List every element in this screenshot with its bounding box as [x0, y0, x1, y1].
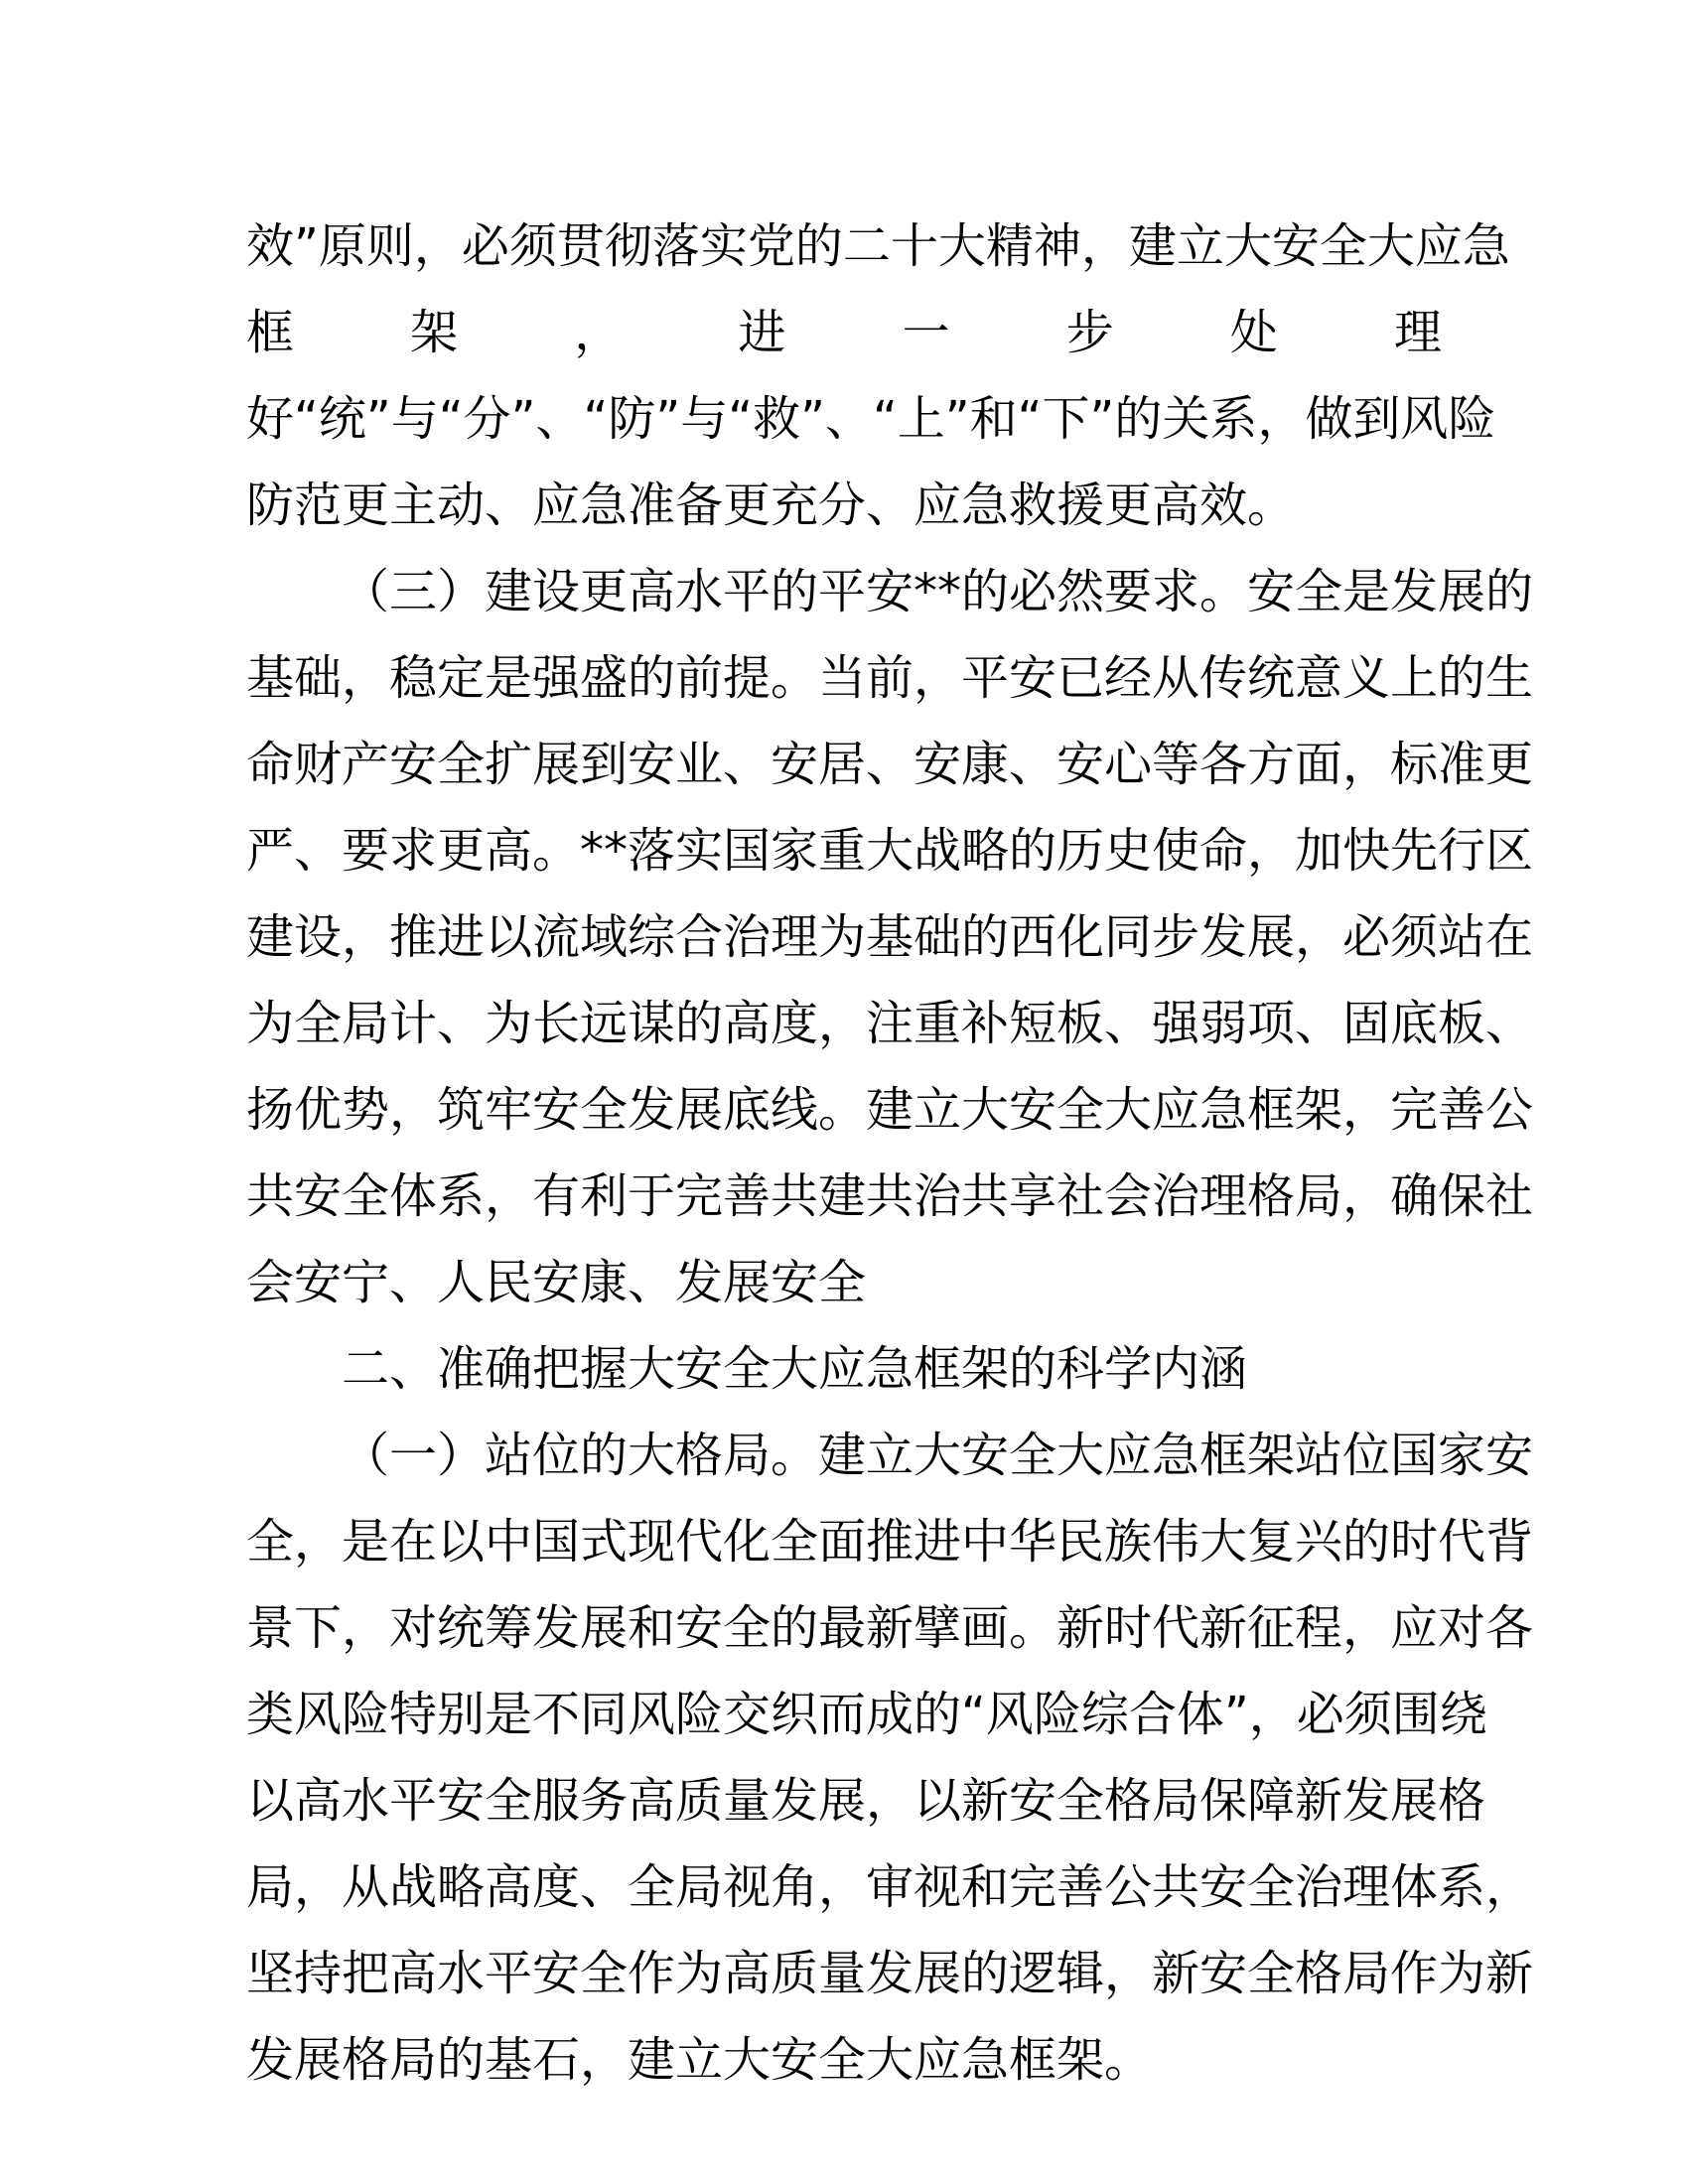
text-line: 发展格局的基石，建立大安全大应急框架。 — [246, 2032, 1153, 2088]
text-line: 防范更主动、应急准备更充分、应急救援更高效。 — [246, 478, 1296, 533]
text-line: 局，从战略高度、全局视角，审视和完善公共安全治理体系， — [246, 1859, 1534, 1915]
text-line: 命财产安全扩展到安业、安居、安康、安心等各方面，标准更 — [246, 737, 1534, 792]
text-line: 为全局计、为长远谋的高度，注重补短板、强弱项、固底板、 — [246, 996, 1534, 1051]
text-line: （三）建设更高水平的平安**的必然要求。安全是发展的 — [342, 564, 1534, 619]
text-line: 好“统”与“分”、“防”与“救”、“上”和“下”的关系，做到风险 — [246, 391, 1496, 447]
heading-text: 二、准确把握大安全大应急框架的科学内涵 — [342, 1341, 1248, 1397]
section-heading-2 — [246, 1326, 1442, 1413]
paragraph-section-3 — [246, 549, 1534, 1326]
text-char: 框 — [246, 305, 295, 360]
text-line: 景下，对统筹发展和安全的最新擘画。新时代新征程，应对各 — [246, 1600, 1534, 1656]
text-char: ， — [574, 305, 623, 360]
paragraph-continuation-line-2 — [246, 290, 1442, 376]
text-line: 类风险特别是不同风险交织而成的“风险综合体”，必须围绕 — [246, 1687, 1487, 1742]
text-line: 共安全体系，有利于完善共建共治共享社会治理格局，确保社 — [246, 1168, 1534, 1224]
text-line: 全，是在以中国式现代化全面推进中华民族伟大复兴的时代背 — [246, 1514, 1534, 1570]
text-char: 理 — [1393, 305, 1442, 360]
text-line: 扬优势，筑牢安全发展底线。建立大安全大应急框架，完善公 — [246, 1082, 1534, 1138]
text-line: 效”原则，必须贯彻落实党的二十大精神，建立大安全大应急 — [246, 218, 1510, 274]
paragraph-continuation-line-1 — [246, 204, 1510, 290]
text-char: 进 — [738, 305, 786, 360]
text-char: 一 — [902, 305, 950, 360]
text-char: 处 — [1229, 305, 1278, 360]
text-line: （一）站位的大格局。建立大安全大应急框架站位国家安 — [342, 1428, 1534, 1483]
text-line: 以高水平安全服务高质量发展，以新安全格局保障新发展格 — [246, 1773, 1486, 1829]
text-line: 严、要求更高。**落实国家重大战略的历史使命，加快先行区 — [246, 823, 1534, 879]
paragraph-continuation-lines-3-4 — [246, 376, 1496, 549]
text-line: 会安宁、人民安康、发展安全 — [246, 1255, 867, 1310]
paragraph-section-1 — [246, 1413, 1534, 2104]
text-line: 建设，推进以流域综合治理为基础的西化同步发展，必须站在 — [246, 909, 1534, 965]
text-line: 坚持把高水平安全作为高质量发展的逻辑，新安全格局作为新 — [246, 1946, 1534, 2001]
text-line: 基础，稳定是强盛的前提。当前，平安已经从传统意义上的生 — [246, 650, 1534, 706]
text-char: 步 — [1065, 305, 1114, 360]
text-char: 架 — [410, 305, 459, 360]
